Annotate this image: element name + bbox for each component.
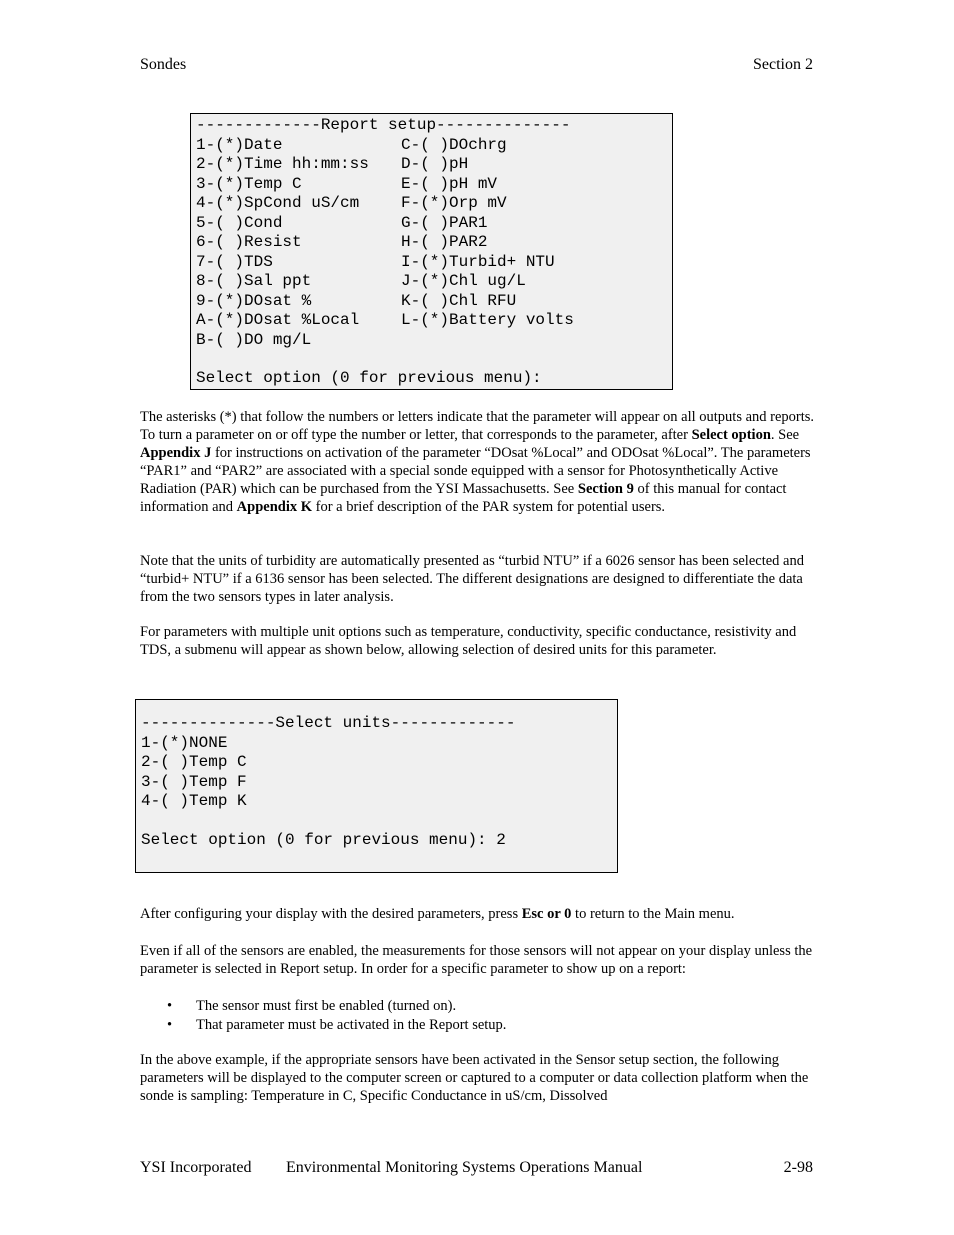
report-option: I-(*)Turbid+ NTU (401, 252, 555, 271)
report-option: 5-( )Cond (196, 213, 283, 232)
report-option: G-( )PAR1 (401, 213, 488, 232)
footer-company: YSI Incorporated (140, 1159, 252, 1176)
report-option: 7-( )TDS (196, 252, 273, 271)
paragraph-turbidity: Note that the units of turbidity are automatically presented as “turbid NTU” if a 6026 sensor has been selected and “turbid+ NTU” if a 6136 sensor has been selected. The different designations are designed to differentiate the data from the two sensors types in later analysis. (140, 553, 804, 605)
report-option: 2-(*)Time hh:mm:ss (196, 155, 369, 173)
report-option: 8-( )Sal ppt (196, 272, 312, 290)
report-option: 3-(*)Temp C (196, 174, 302, 193)
running-header-right: Section 2 (753, 56, 813, 73)
report-option: J-(*)Chl ug/L (401, 272, 526, 290)
footer-page-number: 2-98 (783, 1159, 813, 1176)
report-option: 6-( )Resist (196, 233, 302, 251)
paragraph-units: For parameters with multiple unit options such as temperature, conductivity, specific conductance, resistivity and TDS, a submenu will appear as shown below, allowing selection of desired units for this parameter. (140, 624, 797, 658)
select-units-prompt: Select option (0 for previous menu): 2 (141, 831, 506, 849)
report-option: F-(*)Orp mV (401, 194, 507, 212)
paragraph-configure: After configuring your display with the desired parameters, press Esc or 0 to return to the Main menu. (140, 906, 735, 922)
unit-option: 4-( )Temp K (141, 792, 247, 810)
unit-option: 2-( )Temp C (141, 753, 247, 771)
select-units-terminal (135, 699, 618, 873)
report-option: L-(*)Battery volts (401, 311, 574, 329)
report-option: K-( )Chl RFU (401, 291, 517, 310)
report-option: D-( )pH (401, 155, 469, 173)
report-option: H-( )PAR2 (401, 233, 488, 251)
report-setup-terminal (190, 113, 673, 390)
paragraph-asterisks: The asterisks (*) that follow the numbers or letters indicate that the parameter will appear on all outputs and reports. To turn a parameter on or off type the number or letter, that corresponds to the parameter, after Select option. See Appendix J for instructions on activation of the parameter “DOsat %Local” and ODOsat %Local”. The parameters “PAR1” and “PAR2” are associated with a special sonde equipped with a sensor for Photosynthetically Active Radiation (PAR) which can be purchased from the YSI Massachusetts. See Section 9 of this manual for contact information and Appendix K for a brief description of the PAR system for potential users. (140, 409, 815, 515)
footer-title: Environmental Monitoring Systems Operations Manual (286, 1159, 643, 1176)
report-option: E-( )pH mV (401, 174, 498, 193)
report-option: C-( )DOchrg (401, 135, 507, 154)
report-option: 1-(*)Date (196, 135, 283, 154)
report-setup-title: -------------Report setup-------------- (196, 116, 571, 134)
running-header-left: Sondes (140, 56, 187, 73)
report-setup-prompt: Select option (0 for previous menu): (196, 369, 542, 387)
report-option: A-(*)DOsat %Local (196, 311, 360, 329)
unit-option: 1-(*)NONE (141, 733, 228, 752)
paragraph-enabled: Even if all of the sensors are enabled, the measurements for those sensors will not appear on your display unless the parameter is selected in Report setup. In order for a specific parameter to show up on a report: (140, 943, 813, 977)
paragraph-example: In the above example, if the appropriate sensors have been activated in the Sensor setup section, the following parameters will be displayed to the computer screen or captured to a computer or data collection platform when the sonde is sampling: Temperature in C, Specific Conductance in uS/cm, Dissolved (140, 1052, 809, 1104)
select-units-title: --------------Select units------------- (141, 714, 516, 732)
report-option: 4-(*)SpCond uS/cm (196, 194, 360, 212)
report-option: B-( )DO mg/L (196, 330, 312, 349)
report-option: 9-(*)DOsat % (196, 291, 312, 310)
unit-option: 3-( )Temp F (141, 772, 247, 791)
